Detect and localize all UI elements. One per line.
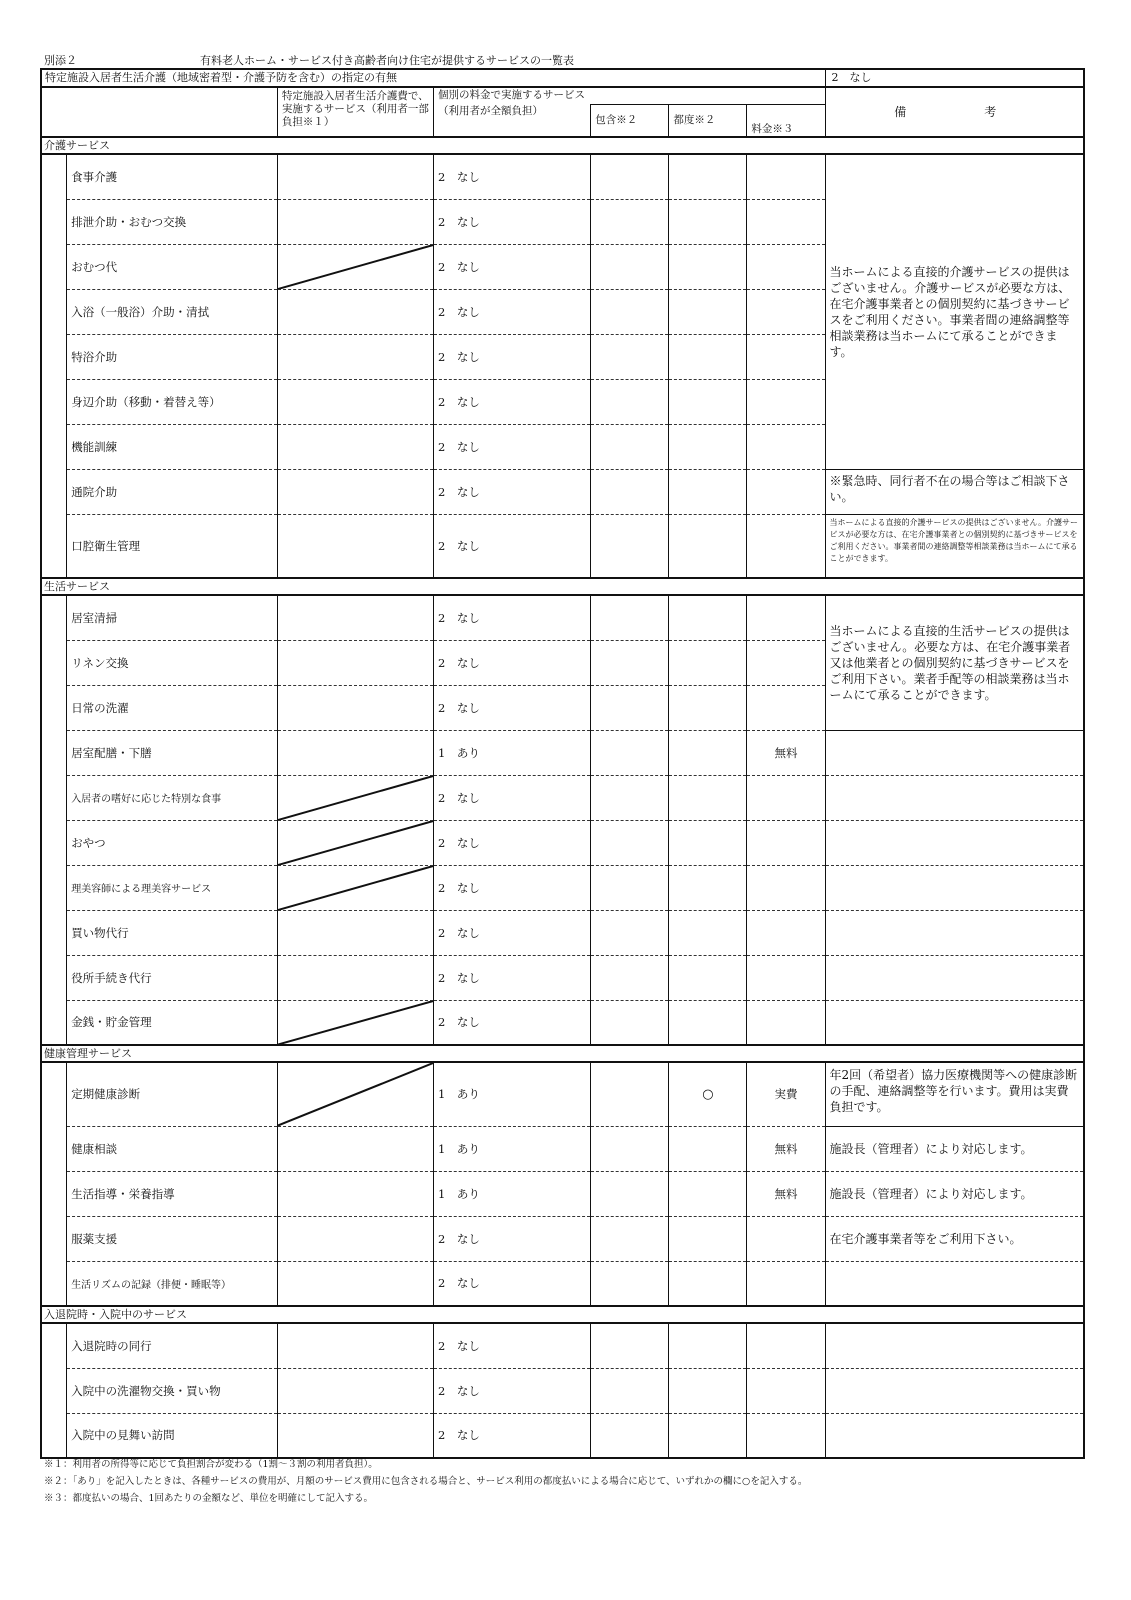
category-row [41, 1045, 1084, 1062]
remark: 施設長（管理者）により対応します。 [825, 1126, 1084, 1171]
service-name: 居室清掃 [67, 595, 278, 640]
per-use-mark: ○ [669, 1062, 747, 1126]
service-value: 2 なし [434, 865, 591, 910]
category-row [41, 578, 1084, 595]
service-value: 2 なし [434, 334, 591, 379]
header-individual-note: （利用者が全額負担） [434, 104, 591, 137]
table-row [41, 820, 1084, 865]
fee-value: 無料 [747, 730, 825, 775]
service-value: 2 なし [434, 1368, 591, 1413]
service-name: 入居者の嗜好に応じた特別な食事 [67, 775, 278, 820]
header-line [44, 54, 1084, 68]
service-name: おやつ [67, 820, 278, 865]
service-value: 2 なし [434, 379, 591, 424]
not-applicable-slash [277, 1000, 433, 1045]
service-value: 2 なし [434, 685, 591, 730]
service-name: おむつ代 [67, 244, 278, 289]
header-fee: 料金※３ [747, 121, 825, 137]
category-row [41, 1306, 1084, 1323]
not-applicable-slash [277, 244, 433, 289]
service-value: 2 なし [434, 469, 591, 514]
service-value: 2 なし [434, 820, 591, 865]
service-table [40, 68, 1085, 1459]
service-name: 役所手続き代行 [67, 955, 278, 1000]
table-row [41, 1062, 1084, 1126]
service-name: 生活リズムの記録（排便・睡眠等） [67, 1261, 278, 1306]
category-row [41, 137, 1084, 154]
service-value: 2 なし [434, 244, 591, 289]
designation-value: 2 なし [825, 69, 1084, 87]
table-row [41, 865, 1084, 910]
service-name: 入院中の見舞い訪問 [67, 1413, 278, 1458]
not-applicable-slash [277, 1062, 433, 1126]
service-name: 金銭・貯金管理 [67, 1000, 278, 1045]
service-name: 機能訓練 [67, 424, 278, 469]
service-name: 健康相談 [67, 1126, 278, 1171]
service-value: 2 なし [434, 775, 591, 820]
fee-value: 無料 [747, 1171, 825, 1216]
service-value: 1 あり [434, 1126, 591, 1171]
service-name: 居室配膳・下膳 [67, 730, 278, 775]
footnote-2: ※２：「あり」を記入したときは、各種サービスの費用が、月額のサービス費用に包含される場合と、サービス利用の都度払いによる場合に応じて、いずれかの欄に○を記入する。 [44, 1476, 808, 1487]
service-value: 2 なし [434, 955, 591, 1000]
service-value: 2 なし [434, 514, 591, 578]
table-row [41, 469, 1084, 514]
header-individual: 個別の料金で実施するサービス [434, 87, 826, 104]
table-row [41, 595, 1084, 640]
service-value: 2 なし [434, 1000, 591, 1045]
header-remarks: 備 考 [825, 87, 1084, 137]
service-name: 入浴（一般浴）介助・清拭 [67, 289, 278, 334]
service-name: 定期健康診断 [67, 1062, 278, 1126]
table-row [41, 1000, 1084, 1045]
service-name: 特浴介助 [67, 334, 278, 379]
service-value: 2 なし [434, 1261, 591, 1306]
service-value: 1 あり [434, 1062, 591, 1126]
service-name: 排泄介助・おむつ交換 [67, 199, 278, 244]
service-name: 理美容師による理美容サービス [67, 865, 278, 910]
service-name: 服薬支援 [67, 1216, 278, 1261]
service-name: 日常の洗濯 [67, 685, 278, 730]
service-name: 食事介護 [67, 154, 278, 199]
service-name: リネン交換 [67, 640, 278, 685]
service-table-sheet [40, 68, 1085, 1459]
service-value: 2 なし [434, 199, 591, 244]
not-applicable-slash [277, 820, 433, 865]
header-blank [41, 87, 277, 137]
designation-row [41, 69, 1084, 87]
table-row [41, 910, 1084, 955]
remark-oral: 当ホームによる直接的介護サービスの提供はございません。介護サービスが必要な方は、在宅介護事業者との個別契約に基づきサービスをご利用ください。事業者間の連絡調整等相談業務は当ホームにて承ることができます。 [825, 514, 1084, 578]
remark: 施設長（管理者）により対応します。 [825, 1171, 1084, 1216]
service-value: 2 なし [434, 1216, 591, 1261]
table-row [41, 1171, 1084, 1216]
table-row [41, 514, 1084, 578]
fee-value: 無料 [747, 1126, 825, 1171]
remark-checkup: 年2回（希望者）協力医療機関等への健康診断の手配、連絡調整等を行います。費用は実費負担です。 [825, 1062, 1084, 1126]
table-row [41, 1323, 1084, 1368]
table-row [41, 154, 1084, 199]
header-fee-top [747, 104, 825, 121]
service-name: 通院介助 [67, 469, 278, 514]
service-value: 2 なし [434, 1413, 591, 1458]
service-name: 身辺介助（移動・着替え等） [67, 379, 278, 424]
table-row [41, 955, 1084, 1000]
service-value: 2 なし [434, 424, 591, 469]
table-row [41, 1216, 1084, 1261]
header-care-fee: 特定施設入居者生活介護費で、実施するサービス（利用者一部負担※１） [277, 87, 433, 137]
table-row [41, 1261, 1084, 1306]
service-value: 2 なし [434, 154, 591, 199]
category-living: 生活サービス [41, 578, 1084, 595]
service-value: 1 あり [434, 1171, 591, 1216]
not-applicable-slash [277, 865, 433, 910]
remark: 在宅介護事業者等をご利用下さい。 [825, 1216, 1084, 1261]
table-row [41, 730, 1084, 775]
service-value: 2 なし [434, 595, 591, 640]
not-applicable-slash [277, 775, 433, 820]
service-name: 買い物代行 [67, 910, 278, 955]
remark-escort: ※緊急時、同行者不在の場合等はご相談下さい。 [825, 469, 1084, 514]
service-value: 2 なし [434, 1323, 591, 1368]
category-hospital: 入退院時・入院中のサービス [41, 1306, 1084, 1323]
service-name: 口腔衛生管理 [67, 514, 278, 578]
service-name: 入院中の洗濯物交換・買い物 [67, 1368, 278, 1413]
header-per-use: 都度※２ [669, 104, 747, 137]
category-care: 介護サービス [41, 137, 1084, 154]
table-row [41, 1368, 1084, 1413]
footnote-1: ※１：利用者の所得等に応じて負担割合が変わる（1割～３割の利用者負担）。 [44, 1459, 378, 1470]
table-row [41, 775, 1084, 820]
service-value: 2 なし [434, 910, 591, 955]
service-name: 入退院時の同行 [67, 1323, 278, 1368]
column-header-row [41, 87, 1084, 104]
table-row [41, 1126, 1084, 1171]
table-row [41, 1413, 1084, 1458]
footnotes [44, 1456, 1084, 1507]
remark-care: 当ホームによる直接的介護サービスの提供はございません。介護サービスが必要な方は、在宅介護事業者との個別契約に基づきサービスをご利用ください。事業者間の連絡調整等相談業務は当ホームにて承ることができます。 [825, 154, 1084, 469]
fee-value: 実費 [747, 1062, 825, 1126]
doc-label: 別添２ [44, 54, 77, 67]
service-value: 1 あり [434, 730, 591, 775]
service-value: 2 なし [434, 289, 591, 334]
footnote-3: ※３：都度払いの場合、1回あたりの金額など、単位を明確にして記入する。 [44, 1493, 374, 1504]
page-title: 有料老人ホーム・サービス付き高齢者向け住宅が提供するサービスの一覧表 [200, 54, 574, 67]
service-value: 2 なし [434, 640, 591, 685]
header-included: 包含※２ [591, 104, 669, 137]
remark-living: 当ホームによる直接的生活サービスの提供はございません。必要な方は、在宅介護事業者又は他業者との個別契約に基づきサービスをご利用下さい。業者手配等の相談業務は当ホームにて承ることができます。 [825, 595, 1084, 730]
designation-label: 特定施設入居者生活介護（地域密着型・介護予防を含む）の指定の有無 [41, 69, 825, 87]
category-health: 健康管理サービス [41, 1045, 1084, 1062]
service-name: 生活指導・栄養指導 [67, 1171, 278, 1216]
